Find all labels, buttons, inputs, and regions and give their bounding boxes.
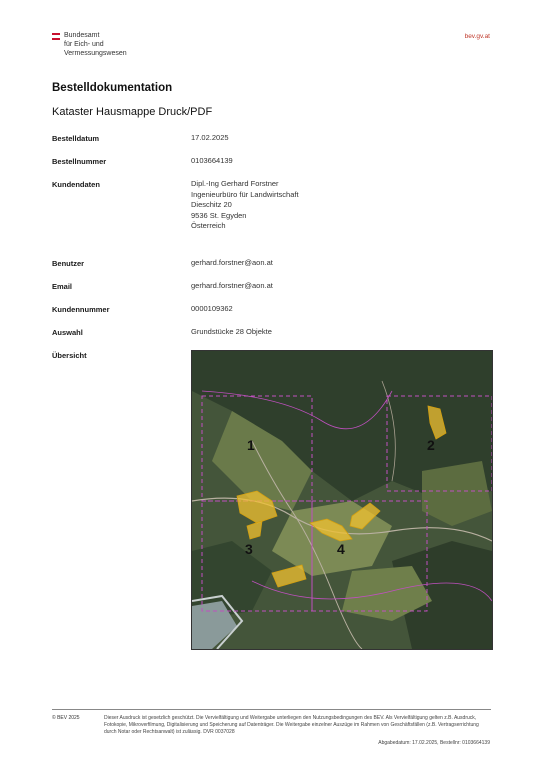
bestellnummer-label: Bestellnummer <box>52 157 107 166</box>
logo-text <box>64 31 127 58</box>
flag-stripe-bottom <box>52 38 60 40</box>
kundennummer-value: 0000109362 <box>191 304 233 313</box>
legal-disclaimer: Dieser Ausdruck ist gesetzlich geschützt. Die Vervielfältigung und Weitergabe unterliegen den Nutzungsbedingungen des BEV. Als Vervielfältigung gelten z.B. Ausdruck, Fotokopie, Mikroverfilmung, Digitalisierung und Speicherung auf Datenträger. Die Weitergabe einzelner Auszüge im Rahmen von Geschäftsfällen (z.B. Vertragserrichtung durch Notar oder Rechtsanwalt) ist zulässig. DVR 0037028 <box>104 715 479 735</box>
email-label: Email <box>52 282 73 291</box>
bestelldatum-value: 17.02.2025 <box>191 133 229 142</box>
kundendaten-line: 9536 St. Egyden <box>191 210 247 220</box>
kundendaten-value <box>191 179 299 232</box>
auswahl-label: Auswahl <box>52 328 83 337</box>
benutzer-label: Benutzer <box>52 259 85 268</box>
kundendaten-label: Kundendaten <box>52 180 100 189</box>
map-sheet-label-2: 2 <box>427 437 435 453</box>
bestelldatum-label: Bestelldatum <box>52 134 100 143</box>
kundendaten-line: Ingenieurbüro für Landwirtschaft <box>191 189 299 199</box>
kundendaten-line: Dipl.-Ing Gerhard Forstner <box>191 179 279 188</box>
uebersicht-label: Übersicht <box>52 351 87 360</box>
kundendaten-line: Dieschitz 20 <box>191 200 232 209</box>
logo-line-2: für Eich- und <box>64 41 104 48</box>
logo-line-1: Bundesamt <box>64 32 100 39</box>
overview-map <box>191 350 493 650</box>
document-title: Bestelldokumentation <box>52 82 173 94</box>
benutzer-value: gerhard.forstner@aon.at <box>191 258 273 267</box>
austria-flag-icon <box>52 33 60 40</box>
copyright: © BEV 2025 <box>52 715 80 721</box>
map-sheet-label-1: 1 <box>247 437 255 453</box>
kundendaten-line: Österreich <box>191 221 226 230</box>
document-subtitle: Kataster Hausmappe Druck/PDF <box>52 106 213 118</box>
website-link[interactable]: bev.gv.at <box>464 33 490 40</box>
auswahl-value: Grundstücke 28 Objekte <box>191 327 272 336</box>
kundennummer-label: Kundennummer <box>52 305 110 314</box>
map-sheet-label-3: 3 <box>245 541 253 557</box>
logo-line-3: Vermessungswesen <box>64 50 127 57</box>
email-value: gerhard.forstner@aon.at <box>191 281 273 290</box>
footer-divider <box>52 709 491 710</box>
map-sheet-label-4: 4 <box>337 541 345 557</box>
issue-stamp: Abgabedatum: 17.02.2025, Bestellnr: 0103664139 <box>378 740 490 746</box>
bestellnummer-value: 0103664139 <box>191 156 233 165</box>
aerial-map-graphic <box>192 351 492 649</box>
